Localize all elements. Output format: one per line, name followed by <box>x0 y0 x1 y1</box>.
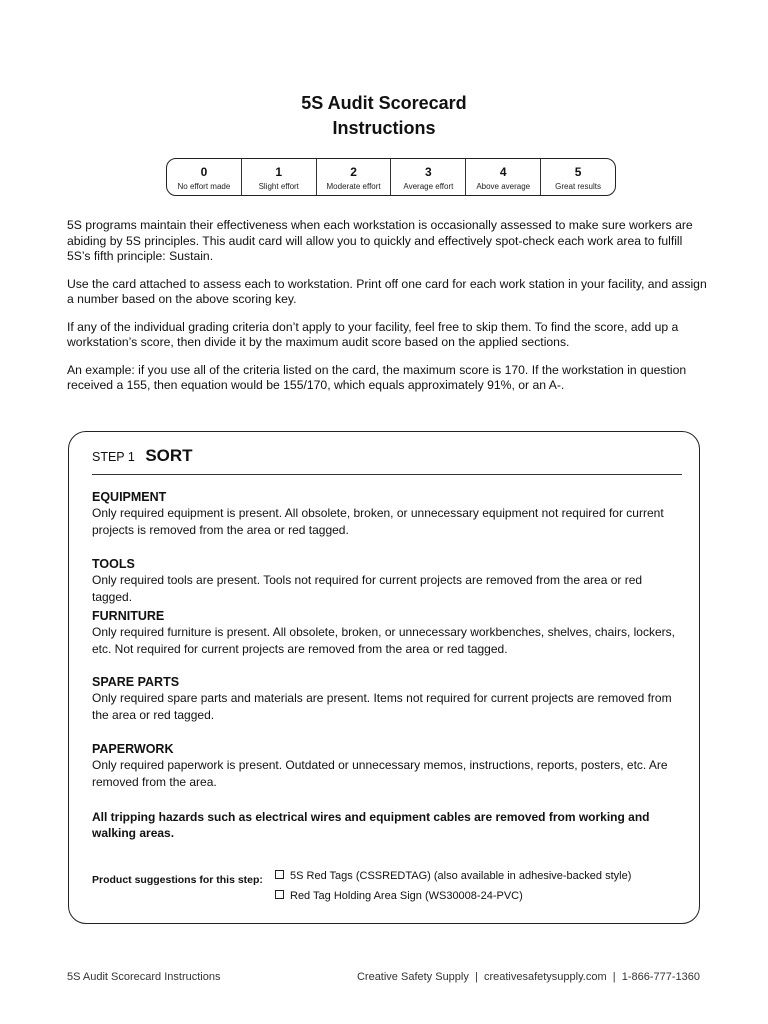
section-tools <box>92 557 682 605</box>
score-number: 0 <box>200 165 208 179</box>
title-line-1: 5S Audit Scorecard <box>301 93 467 113</box>
product-item <box>275 866 631 886</box>
product-label: Product suggestions for this step: <box>92 874 263 886</box>
score-label: Average effort <box>403 182 454 191</box>
section-text: Only required equipment is present. All obsolete, broken, or unnecessary equipment not required for current projects is removed from the area or red tagged. <box>92 506 664 537</box>
score-number: 2 <box>350 165 357 179</box>
score-cell-2 <box>316 159 391 195</box>
sort-step-card <box>68 431 700 924</box>
footer-right: Creative Safety Supply | creativesafetysupply.com | 1-866-777-1360 <box>356 971 700 983</box>
section-text: Only required furniture is present. All obsolete, broken, or unnecessary workbenches, shelves, chairs, lockers, etc. Not required for current projects are removed from the area or red tagged. <box>92 625 675 656</box>
section-heading: TOOLS <box>92 557 135 571</box>
section-heading: SPARE PARTS <box>92 675 180 689</box>
score-cell-0 <box>167 159 241 195</box>
score-cell-3 <box>390 159 465 195</box>
hazard-note: All tripping hazards such as electrical wires and equipment cables are removed from working and walking areas. <box>92 810 650 840</box>
score-label: No effort made <box>177 182 231 191</box>
intro-text <box>67 218 707 406</box>
section-text: Only required spare parts and materials are present. Items not required for current projects are removed from the area or red tagged. <box>92 691 672 722</box>
step-title: SORT <box>145 446 193 465</box>
section-text: Only required tools are present. Tools not required for current projects are removed from the area or red tagged. <box>92 573 643 604</box>
intro-paragraph-2: Use the card attached to assess each to workstation. Print off one card for each work station in your facility, and assign a number based on the above scoring key. <box>67 276 707 306</box>
score-number: 3 <box>425 165 432 179</box>
section-spare-parts <box>92 675 682 723</box>
product-item-text: 5S Red Tags (CSSREDTAG) (also available in adhesive-backed style) <box>290 870 632 882</box>
score-label: Above average <box>476 182 531 191</box>
product-item <box>275 886 523 906</box>
title-line-2: Instructions <box>332 118 436 138</box>
section-paperwork <box>92 742 682 790</box>
score-cell-4 <box>465 159 540 195</box>
intro-paragraph-4: An example: if you use all of the criteria listed on the card, the maximum score is 170. If the workstation in question received a 155, then equation would be 155/170, which equals approximately 91%, or an A-. <box>67 362 687 392</box>
product-item-text: Red Tag Holding Area Sign (WS30008-24-PVC) <box>290 890 523 902</box>
score-number: 4 <box>499 165 507 179</box>
checkbox-icon[interactable] <box>275 890 284 899</box>
footer-left: 5S Audit Scorecard Instructions <box>67 971 221 983</box>
score-number: 5 <box>574 165 582 179</box>
score-label: Moderate effort <box>326 182 381 191</box>
section-furniture <box>92 609 682 657</box>
step-label: STEP 1 <box>92 450 135 464</box>
score-cell-5 <box>540 159 615 195</box>
scoring-key <box>166 158 616 196</box>
step-header <box>92 446 682 475</box>
intro-paragraph-3: If any of the individual grading criteria don’t apply to your facility, feel free to skip them. To find the score, add up a workstation’s score, then divide it by the maximum audit score based on the applied sections. <box>67 319 679 349</box>
score-label: Slight effort <box>258 182 299 191</box>
section-heading: PAPERWORK <box>92 742 174 756</box>
section-text: Only required paperwork is present. Outdated or unnecessary memos, instructions, reports, posters, etc. Are removed from the area. <box>92 758 668 789</box>
page-title <box>0 91 768 141</box>
section-heading: FURNITURE <box>92 609 165 623</box>
section-heading: EQUIPMENT <box>92 490 167 504</box>
section-equipment <box>92 490 682 538</box>
score-number: 1 <box>275 165 283 179</box>
score-cell-1 <box>241 159 316 195</box>
score-label: Great results <box>555 182 601 191</box>
checkbox-icon[interactable] <box>275 870 284 879</box>
intro-paragraph-1: 5S programs maintain their effectiveness when each workstation is occasionally assessed to make sure workers are abiding by 5S principles. This audit card will allow you to quickly and effectively spot-check each work area to fulfill 5S’s fifth principle: Sustain. <box>67 218 693 263</box>
